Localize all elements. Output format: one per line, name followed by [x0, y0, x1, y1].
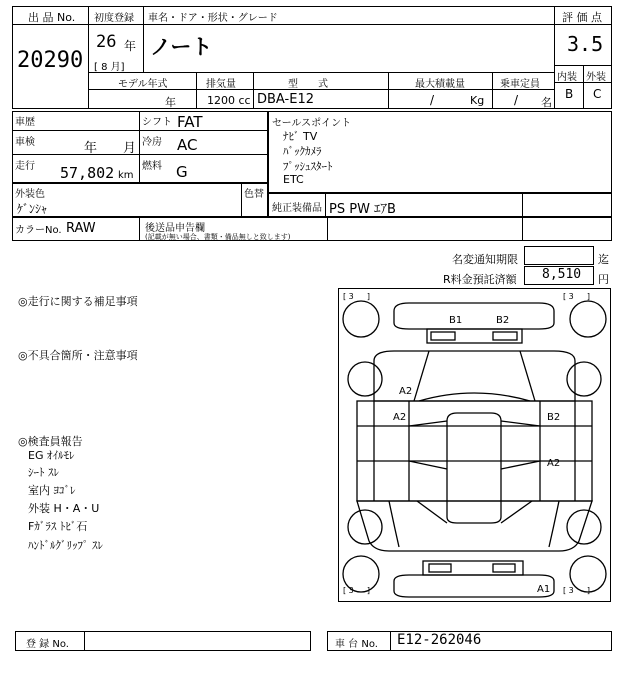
- color-number-block: [12, 217, 612, 241]
- first-reg-year: 26: [96, 32, 117, 52]
- first-reg-year-unit: 年: [124, 39, 137, 53]
- inspector-report-line: 外装 H・A・U: [28, 502, 100, 515]
- car-diagram: [338, 288, 611, 602]
- first-registration-label: 初度登録: [94, 13, 134, 24]
- score-value: 3.5: [567, 32, 604, 56]
- corner-br-label: [ 3 ]: [563, 586, 590, 595]
- damage-mark: A2: [393, 412, 407, 423]
- tire-front-right: [570, 301, 606, 337]
- post-declaration-label: 後送品申告欄: [145, 223, 205, 234]
- lot-number: 20290: [17, 48, 84, 73]
- sales-points-label: セールスポイント: [272, 118, 352, 129]
- name-change-deadline-field: [524, 246, 594, 265]
- rear-bumper: [394, 575, 554, 597]
- sales-point-item: ﾌﾟｯｼｭｽﾀｰﾄ: [283, 160, 333, 173]
- recycle-fee-value: 8,510: [542, 267, 582, 282]
- max-load-unit: Kg: [470, 94, 485, 107]
- damage-mark: B1: [449, 315, 463, 326]
- front-bumper: [394, 303, 554, 329]
- capacity-label: 乗車定員: [500, 79, 540, 90]
- damage-mark: A2: [547, 458, 561, 469]
- chassis-number-value: E12-262046: [397, 632, 482, 648]
- sales-point-item: ﾅﾋﾞ TV: [283, 130, 318, 143]
- shift-value: FAT: [177, 113, 203, 131]
- max-load-value: /: [430, 93, 435, 107]
- post-declaration-note: (記載が無い場合、書類・備品無しと致します): [145, 233, 291, 241]
- recycle-fee-label: R料金預託済額: [443, 273, 517, 286]
- damage-mark: B2: [547, 412, 561, 423]
- exterior-grade-label: 外装: [586, 72, 606, 83]
- fuel-value: G: [176, 163, 188, 181]
- corner-tr-label: [ 3 ]: [563, 292, 590, 301]
- score-label: 評 価 点: [562, 11, 602, 24]
- name-change-deadline-unit: 迄: [598, 253, 609, 266]
- color-number-label: カラーNo.: [15, 225, 62, 236]
- displacement-value: 1200 cc: [207, 94, 251, 107]
- inspector-report-line: EG ｵｲﾙﾓﾚ: [28, 449, 75, 462]
- inspector-report-line: 室内 ﾖｺﾞﾚ: [28, 484, 76, 497]
- type-label: 型 式: [288, 79, 328, 90]
- tire-front-left: [343, 301, 379, 337]
- car-name: ノート: [150, 35, 213, 59]
- chassis-number-label: 車 台 No.: [335, 639, 378, 650]
- corner-bl-label: [ 3 ]: [343, 586, 370, 595]
- damage-mark: B2: [496, 315, 510, 326]
- interior-grade: B: [565, 87, 574, 101]
- inspection-label: 車検: [15, 137, 35, 148]
- inspection-value: 年 月: [84, 141, 137, 156]
- first-reg-month: [ 8 月]: [94, 62, 125, 73]
- color-number-value: RAW: [66, 221, 96, 236]
- max-load-label: 最大積載量: [415, 79, 465, 90]
- driving-notes-label: ◎走行に関する補足事項: [18, 295, 138, 308]
- displacement-label: 排気量: [206, 79, 236, 90]
- sales-point-item: ﾊﾞｯｸｶﾒﾗ: [283, 145, 322, 158]
- damage-mark: A2: [399, 386, 413, 397]
- type-value: DBA-E12: [257, 92, 314, 107]
- car-name-label: 車名・ドア・形状・グレード: [148, 13, 278, 24]
- damage-mark: A1: [537, 584, 551, 595]
- capacity-value: /: [514, 93, 519, 107]
- car-roof: [447, 413, 501, 523]
- ac-label: 冷房: [142, 137, 162, 148]
- side-wheel-front-right: [567, 362, 601, 396]
- sales-point-item: ETC: [283, 173, 304, 186]
- shift-label: シフト: [142, 117, 172, 128]
- history-label: 車歴: [15, 117, 35, 128]
- inspector-report-line: ｼｰﾄ ｽﾚ: [28, 466, 59, 479]
- inspector-report-label: ◎検査員報告: [18, 435, 83, 448]
- name-change-deadline-label: 名変通知期限: [452, 253, 518, 266]
- exterior-color-value: ｹﾞﾝｼｬ: [17, 202, 48, 216]
- side-wheel-front-left: [348, 362, 382, 396]
- inspector-report-line: Fｶﾞﾗｽ ﾄﾋﾞ石: [28, 520, 88, 533]
- model-year-unit: 年: [165, 96, 176, 109]
- registration-number-label: 登 録 No.: [26, 639, 69, 650]
- capacity-unit: 名: [541, 96, 552, 109]
- fuel-label: 燃料: [142, 161, 162, 172]
- details-left-block: [12, 111, 268, 183]
- defects-label: ◎不具合箇所・注意事項: [18, 349, 138, 362]
- color-change-label: 色替: [244, 189, 264, 200]
- exterior-color-label: 外装色: [15, 189, 45, 200]
- genuine-equipment-label: 純正装備品: [272, 203, 322, 214]
- inspector-report-line: ﾊﾝﾄﾞﾙｸﾞﾘｯﾌﾟ ｽﾚ: [28, 539, 103, 552]
- recycle-fee-unit: 円: [598, 273, 609, 286]
- mileage-unit: km: [118, 170, 134, 181]
- ac-value: AC: [177, 136, 198, 154]
- model-year-label: モデル年式: [118, 79, 168, 90]
- interior-grade-label: 内装: [557, 72, 577, 83]
- exterior-color-block: [12, 183, 268, 217]
- mileage-label: 走行: [15, 161, 35, 172]
- genuine-equipment-value: PS PW ｴｱB: [329, 202, 396, 217]
- corner-tl-label: [ 3 ]: [343, 292, 370, 301]
- exterior-grade: C: [593, 87, 602, 101]
- lot-number-label: 出 品 No.: [28, 11, 76, 24]
- car-rear: [357, 501, 592, 551]
- mileage-value: 57,802: [60, 164, 115, 182]
